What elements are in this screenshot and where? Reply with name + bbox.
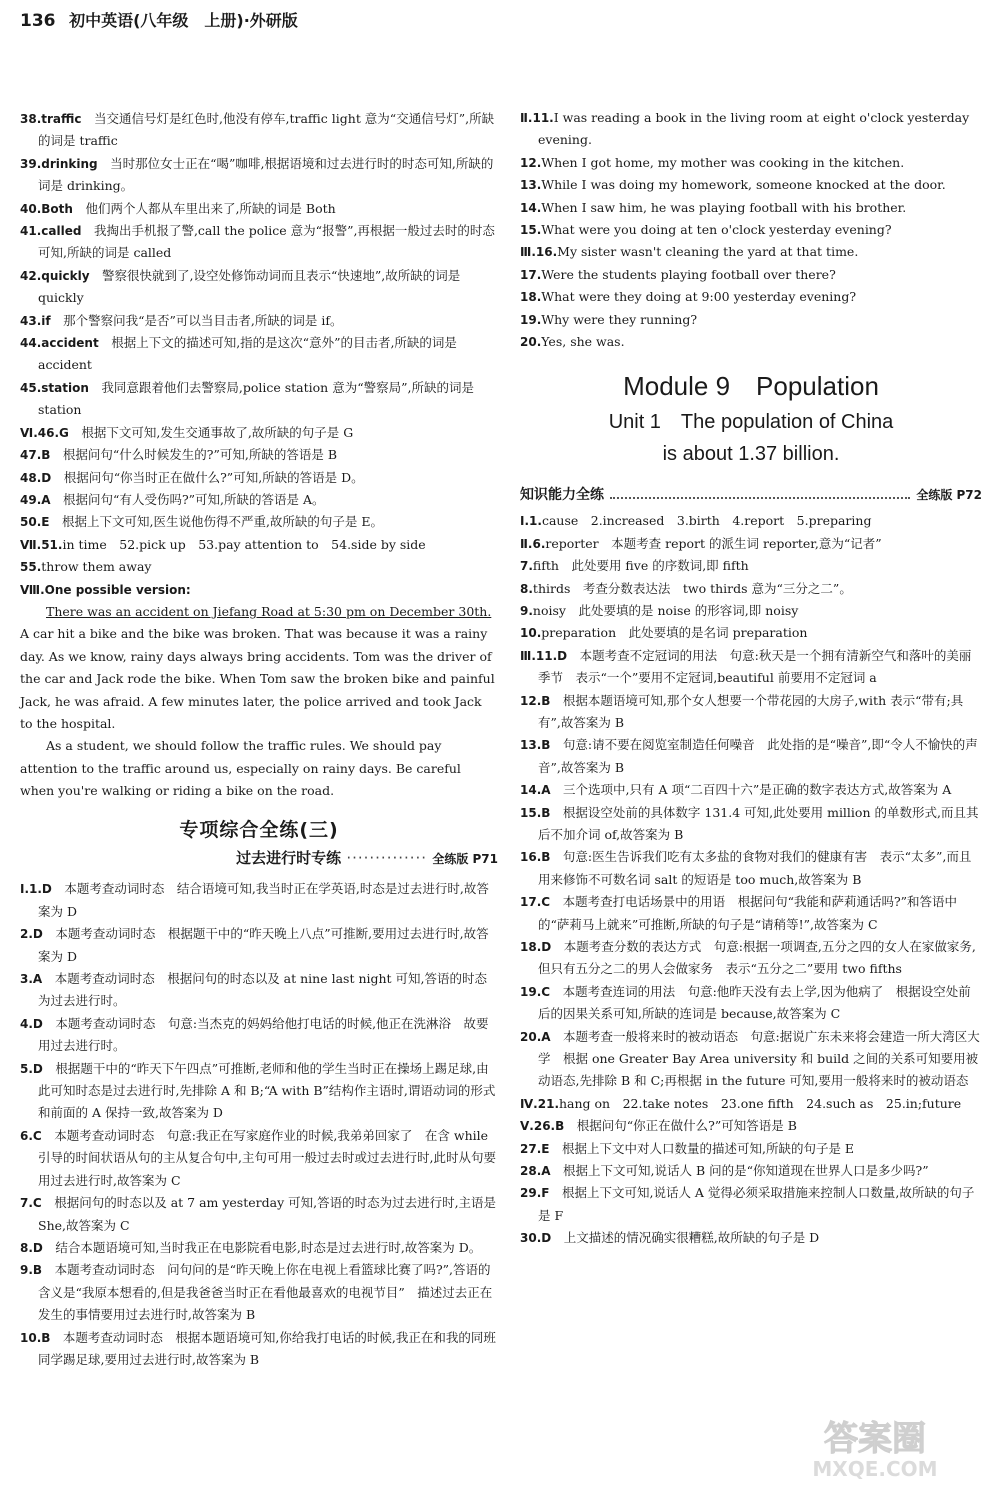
answer-number: 14.	[520, 200, 542, 215]
answer-item	[520, 286, 982, 308]
answer-number: Ⅶ.51.	[20, 537, 63, 552]
answer-number: 7.	[520, 559, 533, 574]
answer-text: 句意:请不要在阅览室制造任何噪音 此处指的是“噪音”,即“令人不愉快的声音”,故答案为 B	[538, 737, 978, 775]
answer-text: 本题考查打电话场景中的用语 根据问句“我能和萨莉通话吗?”和答语中的“萨莉马上就来”可推断,所缺的句子是“请稍等!”,故答案为 C	[538, 894, 958, 932]
answer-number: 10.B	[20, 1330, 51, 1345]
answer-item	[520, 1115, 982, 1137]
answer-number: Ⅳ.21.	[520, 1096, 559, 1111]
answer-number: 9.B	[20, 1263, 43, 1278]
watermark-text: 答案圈	[824, 1419, 926, 1459]
essay-paragraph-1	[20, 601, 498, 735]
special-section-title: 专项综合全练(三)	[179, 818, 339, 841]
answer-item	[520, 152, 982, 174]
special-section-subtitle	[20, 847, 498, 870]
answer-item	[20, 579, 498, 601]
answer-number: 13.B	[520, 738, 551, 753]
answer-item	[20, 265, 498, 310]
answer-number: 9.	[520, 603, 533, 618]
unit-title-line-2: is about 1.37 billion.	[662, 442, 840, 465]
answer-text: My sister wasn't cleaning the yard at that time.	[557, 244, 859, 260]
answer-text: 当时那位女士正在“喝”咖啡,根据语境和过去进行时的时态可知,所缺的词是 drinking。	[38, 155, 494, 194]
answer-item	[20, 878, 498, 923]
answer-text: What were they doing at 9:00 yesterday evening?	[541, 289, 857, 305]
answer-item	[20, 220, 498, 265]
right-column	[520, 107, 982, 1250]
page-number: 136	[20, 11, 56, 31]
answer-text: I was reading a book in the living room at eight o'clock yesterday evening.	[538, 110, 970, 148]
answer-number: 42.quickly	[20, 268, 90, 283]
answer-number: 17.	[520, 267, 542, 282]
answer-item	[520, 219, 982, 241]
answer-text: 本题考查动词时态 结合语境可知,我当时正在学英语,时态是过去进行时,故答案为 D	[38, 881, 489, 919]
answer-item	[20, 153, 498, 198]
answer-number: 29.F	[520, 1186, 550, 1201]
answer-text: 本题考查不定冠词的用法 句意:秋天是一个拥有清新空气和落叶的美丽季节 表示“一个”要用不定冠词,beautiful 前要用不定冠词 a	[538, 647, 972, 686]
answer-item	[20, 511, 498, 533]
answer-text: 我同意跟着他们去警察局,police station 意为“警察局”,所缺的词是 station	[38, 379, 474, 418]
module-title: Module 9 Population	[623, 371, 879, 402]
answer-item	[20, 444, 498, 466]
answer-item	[520, 690, 982, 735]
answer-number: 49.A	[20, 492, 51, 507]
answer-text: 本题考查动词时态 问句问的是“昨天晚上你在电视上看篮球比赛了吗?”,答语的含义是“我原本想看的,但是我爸爸当时正在看他最喜欢的电视节目” 描述过去正在发生的事情要用过去进行时,故答案为 B	[38, 1262, 493, 1323]
answer-text: 本题考查动词时态 根据题干中的“昨天晚上八点”可推断,要用过去进行时,故答案为 D	[38, 926, 489, 964]
answer-item	[520, 600, 982, 622]
answer-text: 本题考查分数的表达方式 句意:根据一项调查,五分之四的女人在家做家务,但只有五分之二的男人会做家务 表示“五分之二”要用 two fifths	[538, 939, 976, 977]
answer-text: 根据问句“什么时候发生的?”可知,所缺的答语是 B	[50, 447, 338, 463]
answer-item	[520, 846, 982, 891]
answer-item	[20, 1013, 498, 1058]
answer-item	[20, 198, 498, 220]
answer-item	[520, 936, 982, 981]
answer-text: 本题考查一般将来时的被动语态 句意:据说广东未来将会建造一所大湾区大学 根据 one Greater Bay Area university 和 build 之间的关系可知要用被动语态,先排除 B 和 C;再根据 in the future 可知,要用一般将来时的被动语态	[538, 1028, 980, 1089]
answer-number: Ⅰ.1.	[520, 514, 542, 529]
answer-text: 根据上下文可知,说话人 B 问的是“你知道现在世界人口是多少吗?”	[550, 1163, 929, 1179]
answer-item	[520, 107, 982, 152]
answer-number: 12.B	[520, 693, 551, 708]
answer-number: 2.D	[20, 927, 43, 942]
answer-number: 38.traffic	[20, 112, 82, 126]
answer-item	[520, 622, 982, 644]
answer-number: 55.	[20, 560, 42, 575]
answer-item	[520, 578, 982, 600]
answer-list-right	[520, 107, 982, 353]
answer-text: 本题考查动词时态 根据问句的时态以及 at nine last night 可知,答语的时态为过去进行时。	[38, 971, 488, 1009]
watermark-graphic	[760, 1410, 990, 1482]
answer-item	[20, 467, 498, 489]
answer-item	[520, 1182, 982, 1227]
answer-number: 7.C	[20, 1196, 42, 1211]
answer-number: 6.C	[20, 1128, 42, 1143]
answer-number: 18.D	[520, 940, 552, 954]
page-header	[20, 8, 500, 31]
answer-text: cause 2.increased 3.birth 4.report 5.preparing	[541, 513, 872, 529]
answer-item	[520, 1026, 982, 1093]
answer-item	[520, 533, 982, 555]
answer-text: Yes, she was.	[541, 334, 625, 350]
answer-number: 19.	[520, 312, 542, 327]
answer-number: 5.D	[20, 1061, 43, 1076]
practice-header	[520, 484, 982, 506]
answer-item	[20, 422, 498, 444]
answer-number: 19.C	[520, 984, 551, 999]
answer-text: fifth 此处要用 five 的序数词,即 fifth	[532, 558, 749, 574]
answer-text: 警察很快就到了,设空处修饰动词而且表示“快速地”,故所缺的词是 quickly	[38, 267, 461, 306]
essay-paragraph-2: As a student, we should follow the traffic rules. We should pay attention to the traffic around us, especially on rainy days. Be careful when you're walking or riding a bike on the road.	[20, 738, 461, 799]
answer-number: 20.A	[520, 1029, 551, 1044]
answer-number: 15.B	[520, 805, 551, 820]
essay	[20, 601, 498, 803]
answer-text: 本题考查动词时态 句意:当杰克的妈妈给他打电话的时候,他正在洗淋浴 故要用过去进行时。	[38, 1015, 489, 1054]
answer-number: 4.D	[20, 1016, 43, 1031]
answer-text: reporter 本题考查 report 的派生词 reporter,意为“记者”	[545, 535, 882, 551]
answer-text: noisy 此处要填的是 noise 的形容词,即 noisy	[532, 602, 799, 618]
answer-text: 根据上下文的描述可知,指的是这次“意外”的目击者,所缺的词是 accident	[38, 335, 457, 373]
answer-number: 17.C	[520, 895, 551, 910]
answer-text: 根据上下文可知,医生说他伤得不严重,故所缺的句子是 E。	[49, 514, 384, 530]
practice-reference: 全练版 P72	[916, 487, 982, 502]
answer-number: Ⅲ.11.D	[520, 648, 568, 663]
answer-number: 39.drinking	[20, 156, 98, 171]
answer-item	[520, 802, 982, 847]
answer-text: preparation 此处要填的是名词 preparation	[541, 625, 808, 641]
answer-number: 43.if	[20, 313, 51, 328]
answer-text: 根据问句“你当时正在做什么?”可知,所缺的答语是 D。	[51, 469, 364, 485]
answer-text: When I got home, my mother was cooking in the kitchen.	[541, 154, 905, 170]
answer-item	[520, 331, 982, 353]
answer-number: 30.D	[520, 1231, 552, 1246]
answer-item	[520, 734, 982, 779]
answer-text: 根据本题语境可知,那个女人想要一个带花园的大房子,with 表示“带有;具有”,故答案为 B	[538, 692, 964, 730]
answer-list-left-2	[20, 878, 498, 1371]
answer-item	[20, 1125, 498, 1192]
answer-number: 8.	[520, 581, 533, 596]
answer-item	[520, 1093, 982, 1115]
answer-number: Ⅵ.46.G	[20, 425, 69, 440]
answer-text: 他们两个人都从车里出来了,所缺的词是 Both	[72, 200, 336, 216]
answer-number: 8.D	[20, 1240, 43, 1255]
answer-text: in time 52.pick up 53.pay attention to 54.side by side	[62, 536, 426, 552]
page-reference: 全练版 P71	[432, 852, 498, 866]
answer-number: 3.A	[20, 972, 43, 987]
answer-item	[520, 264, 982, 286]
answer-item	[20, 310, 498, 332]
answer-item	[520, 555, 982, 577]
answer-list-left	[20, 108, 498, 601]
answer-item	[20, 108, 498, 153]
answer-number: Ⅷ.One possible version:	[20, 582, 191, 597]
answer-text: 根据设空处前的具体数字 131.4 可知,此处要用 million 的单数形式,而且其后不加介词 of,故答案为 B	[538, 804, 979, 842]
answer-text: 根据问句的时态以及 at 7 am yesterday 可知,答语的时态为过去进行时,主语是 She,故答案为 C	[38, 1195, 497, 1233]
answer-number: 20.	[520, 335, 542, 350]
answer-number: Ⅴ.26.B	[520, 1119, 565, 1134]
watermark-url: MXQE.COM	[812, 1457, 938, 1481]
practice-label: 知识能力全练	[520, 486, 604, 503]
answer-item	[520, 241, 982, 263]
answer-number: Ⅲ.16.	[520, 245, 558, 260]
answer-item	[520, 174, 982, 196]
answer-number: 41.called	[20, 224, 82, 239]
answer-number: 27.E	[520, 1141, 550, 1156]
answer-item	[520, 510, 982, 532]
answer-text: 上文描述的情况确实很糟糕,故所缺的句子是 D	[551, 1230, 820, 1246]
answer-item	[20, 1058, 498, 1125]
dot-leader	[610, 497, 910, 499]
answer-item	[20, 923, 498, 968]
answer-list-right-2	[520, 510, 982, 1249]
answer-text: What were you doing at ten o'clock yesterday evening?	[541, 222, 892, 238]
answer-number: 12.	[520, 155, 542, 170]
answer-number: 45.station	[20, 380, 89, 395]
answer-item	[520, 645, 982, 690]
answer-number: 47.B	[20, 448, 51, 463]
answer-item	[20, 1327, 498, 1372]
answer-text: Were the students playing football over there?	[541, 266, 836, 282]
answer-item	[20, 1192, 498, 1237]
answer-item	[520, 309, 982, 331]
essay-paragraph-1-rest: A car hit a bike and the bike was broken. That was because it was a rainy day. As we know, rainy days always bring accidents. Tom was the driver of the car and Jack rode the bike. When Tom saw the broken bike and painful Jack, he was afraid. A few minutes later, the police arrived and took Jack to the hospital.	[20, 626, 495, 731]
answer-item	[20, 556, 498, 578]
answer-item	[520, 197, 982, 219]
answer-text: 三个选项中,只有 A 项“二百四十六”是正确的数字表达方式,故答案为 A	[550, 782, 952, 798]
answer-text: 句意:医生告诉我们吃有太多盐的食物对我们的健康有害 表示“太多”,而且用来修饰不可数名词 salt 的短语是 too much,故答案为 B	[538, 849, 972, 887]
book-title: 初中英语(八年级 上册)·外研版	[69, 11, 298, 30]
answer-text: 本题考查动词时态 根据本题语境可知,你给我打电话的时候,我正在和我的同班同学踢足球,要用过去进行时,故答案为 B	[38, 1329, 496, 1367]
unit-title-line-1: Unit 1 The population of China	[608, 410, 894, 433]
answer-text: While I was doing my homework, someone knocked at the door.	[541, 177, 946, 193]
answer-number: 14.A	[520, 783, 551, 798]
answer-item	[20, 489, 498, 511]
answer-text: Why were they running?	[541, 311, 698, 327]
answer-text: thirds 考查分数表达法 two thirds 意为“三分之二”。	[532, 580, 852, 596]
answer-number: 18.	[520, 290, 542, 305]
dot-leader: ··············	[346, 849, 428, 867]
answer-item	[520, 891, 982, 936]
answer-item	[520, 981, 982, 1026]
answer-item	[520, 1138, 982, 1160]
answer-number: 48.D	[20, 470, 52, 485]
answer-item	[20, 968, 498, 1013]
answer-item	[520, 1227, 982, 1249]
answer-number: 16.B	[520, 850, 551, 865]
answer-text: hang on 22.take notes 23.one fifth 24.such as 25.in;future	[559, 1095, 962, 1111]
left-column	[20, 108, 498, 1371]
watermark-logo	[760, 1410, 990, 1482]
answer-number: 28.A	[520, 1164, 551, 1179]
answer-text: throw them away	[41, 559, 152, 575]
answer-text: 我掏出手机报了警,call the police 意为“报警”,再根据一般过去时的时态可知,所缺的词是 called	[38, 223, 495, 261]
answer-number: 13.	[520, 178, 542, 193]
answer-number: 44.accident	[20, 336, 99, 351]
answer-text: 本题考查连词的用法 句意:他昨天没有去上学,因为他病了 根据设空处前后的因果关系可知,所缺的连词是 because,故答案为 C	[538, 983, 971, 1022]
answer-text: 那个警察问我“是否”可以当目击者,所缺的词是 if。	[50, 312, 343, 328]
answer-text: 根据上下文中对人口数量的描述可知,所缺的句子是 E	[549, 1140, 855, 1156]
answer-number: 10.	[520, 626, 542, 641]
answer-text: When I saw him, he was playing football with his brother.	[541, 199, 907, 215]
answer-item	[20, 1237, 498, 1259]
answer-number: 50.E	[20, 515, 50, 530]
answer-item	[520, 779, 982, 801]
answer-item	[20, 534, 498, 556]
answer-number: Ⅱ.11.	[520, 111, 554, 125]
answer-item	[20, 332, 498, 377]
answer-number: Ⅱ.6.	[520, 536, 546, 551]
answer-text: 根据题干中的“昨天下午四点”可推断,老师和他的学生当时正在操场上踢足球,由此可知时态是过去进行时,先排除 A 和 B;“A with B”结构作主语时,谓语动词的形式和前面的 A 保持一致,故答案为 D	[38, 1060, 496, 1121]
answer-item	[20, 1259, 498, 1326]
answer-text: 根据问句“有人受伤吗?”可知,所缺的答语是 A。	[50, 491, 325, 507]
answer-text: 当交通信号灯是红色时,他没有停车,traffic light 意为“交通信号灯”,所缺的词是 traffic	[38, 111, 495, 149]
answer-text: 本题考查动词时态 句意:我正在写家庭作业的时候,我弟弟回家了 在含 while 引导的时间状语从句的主从复合句中,主句可用一般过去时或过去进行时,此时从句要用过去进行时,故答案为 C	[38, 1127, 496, 1188]
answer-number: 15.	[520, 223, 542, 238]
answer-text: 结合本题语境可知,当时我正在电影院看电影,时态是过去进行时,故答案为 D。	[42, 1239, 482, 1255]
answer-item	[520, 1160, 982, 1182]
answer-number: Ⅰ.1.D	[20, 882, 52, 897]
subtitle-text: 过去进行时专练	[236, 849, 342, 867]
answer-text: 根据上下文可知,说话人 A 觉得必须采取措施来控制人口数量,故所缺的句子是 F	[538, 1185, 975, 1223]
answer-number: 40.Both	[20, 201, 73, 216]
essay-first-sentence: There was an accident on Jiefang Road at 5:30 pm on December 30th.	[46, 603, 492, 619]
answer-text: 根据下文可知,发生交通事故了,故所缺的句子是 G	[68, 424, 354, 440]
answer-item	[20, 377, 498, 422]
answer-text: 根据问句“你正在做什么?”可知答语是 B	[564, 1118, 797, 1134]
